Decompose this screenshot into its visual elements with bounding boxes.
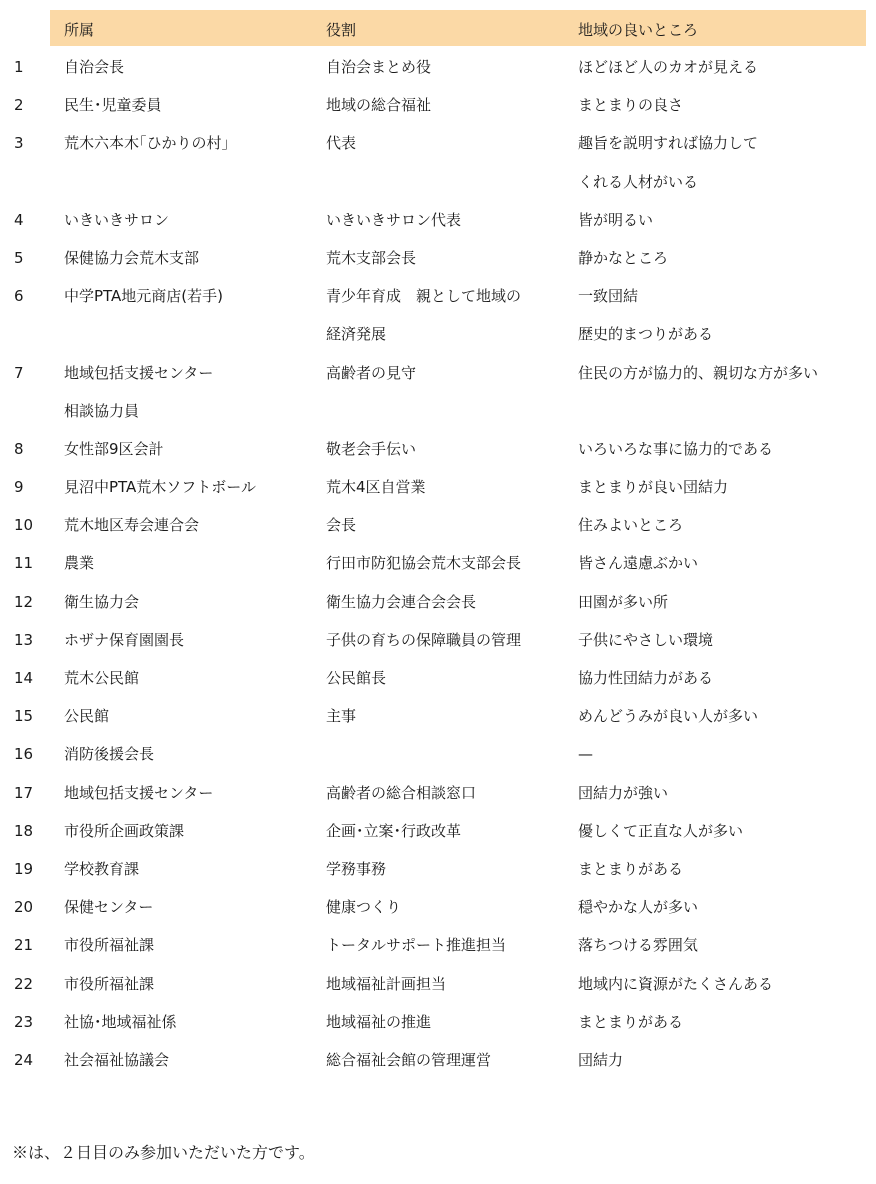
affiliation-cell: 市役所企画政策課 xyxy=(64,821,185,840)
table-row xyxy=(0,239,876,277)
role-cell: トータルサポート推進担当 xyxy=(326,936,507,955)
row-number: 21 xyxy=(14,936,34,955)
good-point-cell: 皆さん遠慮ぶかい xyxy=(578,554,699,573)
good-point-cell: 穏やかな人が多い xyxy=(578,898,699,917)
role-cell: 主事 xyxy=(326,707,357,726)
good-point-cell: 住みよいところ xyxy=(578,516,684,535)
row-number: 10 xyxy=(14,516,34,535)
table-row xyxy=(0,850,876,888)
table-row xyxy=(0,965,876,1003)
row-number: 1 xyxy=(14,58,24,76)
good-point-cell: 趣旨を説明すれば協力して xyxy=(578,134,759,153)
header-good-points: 地域の良いところ xyxy=(578,21,699,39)
affiliation-cell: 荒木公民館 xyxy=(64,669,140,687)
affiliation-cell: 見沼中PTA荒木ソフトボール xyxy=(64,478,257,497)
affiliation-cell: 民生･児童委員 xyxy=(64,96,162,115)
table-row xyxy=(0,659,876,697)
row-number: 4 xyxy=(14,210,24,229)
table-row xyxy=(0,354,876,392)
row-number: 8 xyxy=(14,439,24,458)
row-number: 18 xyxy=(14,821,34,840)
table-row-continuation xyxy=(0,163,876,201)
affiliation-cell: 公民館 xyxy=(64,707,110,726)
table-row xyxy=(0,697,876,735)
table-row xyxy=(0,124,876,162)
good-point-cell: 皆が明るい xyxy=(578,210,654,229)
row-number: 7 xyxy=(14,363,24,382)
footnote: ※は、２日目のみ参加いただいた方です。 xyxy=(12,1143,315,1162)
role-cell: 会長 xyxy=(326,516,357,535)
good-point-cell: まとまりが良い団結力 xyxy=(578,478,729,497)
role-cell: 子供の育ちの保障職員の管理 xyxy=(326,630,522,649)
role-cell: いきいきサロン代表 xyxy=(326,210,462,229)
good-point-cell: めんどうみが良い人が多い xyxy=(578,707,759,726)
good-point-cell: 地域内に資源がたくさんある xyxy=(578,974,774,993)
good-point-cell: 優しくて正直な人が多い xyxy=(578,821,744,840)
role-cell: 経済発展 xyxy=(326,325,387,344)
row-number: 22 xyxy=(14,974,34,993)
affiliation-cell: 地域包括支援センター xyxy=(64,783,214,802)
affiliation-cell: 荒木六本木｢ひかりの村｣ xyxy=(64,134,230,153)
affiliation-cell: 市役所福祉課 xyxy=(64,936,155,955)
role-cell: 地域福祉計画担当 xyxy=(326,974,447,993)
table-row xyxy=(0,201,876,239)
table-row xyxy=(0,812,876,850)
good-point-cell: まとまりの良さ xyxy=(578,96,684,115)
table-row xyxy=(0,468,876,506)
role-cell: 代表 xyxy=(326,134,357,153)
table-row xyxy=(0,735,876,773)
role-cell: 総合福祉会館の管理運営 xyxy=(326,1050,492,1069)
row-number: 19 xyxy=(14,859,34,878)
table-row xyxy=(0,48,876,86)
table-row xyxy=(0,888,876,926)
good-point-cell: 落ちつける雰囲気 xyxy=(578,936,698,955)
row-number: 23 xyxy=(14,1012,34,1031)
good-point-cell: 歴史的まつりがある xyxy=(578,325,714,344)
table-row-continuation xyxy=(0,315,876,353)
row-number: 9 xyxy=(14,478,24,497)
role-cell: 健康つくり xyxy=(326,898,402,917)
role-cell: 高齢者の見守 xyxy=(326,363,417,382)
affiliation-cell: 中学PTA地元商店(若手) xyxy=(64,287,224,306)
good-point-cell: 協力性団結力がある xyxy=(578,669,714,687)
row-number: 2 xyxy=(14,96,24,115)
good-point-cell: ほどほど人のカオが見える xyxy=(578,58,759,76)
row-number: 6 xyxy=(14,287,24,306)
table-row xyxy=(0,926,876,964)
table-header xyxy=(50,10,866,46)
table-row xyxy=(0,506,876,544)
role-cell: 高齢者の総合相談窓口 xyxy=(326,783,477,802)
table-row xyxy=(0,621,876,659)
table-row xyxy=(0,583,876,621)
affiliation-cell: ホザナ保育園園長 xyxy=(64,630,185,649)
role-cell: 自治会まとめ役 xyxy=(326,58,432,76)
good-point-cell: まとまりがある xyxy=(578,1012,684,1031)
good-point-cell: いろいろな事に協力的である xyxy=(578,439,774,458)
row-number: 20 xyxy=(14,898,34,917)
affiliation-cell: 消防後援会長 xyxy=(64,745,155,764)
good-point-cell: 団結力が強い xyxy=(578,783,669,802)
affiliation-cell: 保健センター xyxy=(64,898,154,917)
affiliation-cell: 社会福祉協議会 xyxy=(64,1050,170,1069)
table-row-continuation xyxy=(0,392,876,430)
row-number: 24 xyxy=(14,1050,34,1069)
row-number: 14 xyxy=(14,669,34,687)
affiliation-cell: 学校教育課 xyxy=(64,859,140,878)
row-number: 5 xyxy=(14,248,24,267)
good-point-cell: 一致団結 xyxy=(578,287,639,306)
affiliation-cell: 荒木地区寿会連合会 xyxy=(64,516,200,535)
header-affiliation: 所属 xyxy=(64,21,95,39)
affiliation-cell: 地域包括支援センター xyxy=(64,363,214,382)
role-cell: 地域の総合福祉 xyxy=(326,96,432,115)
table-row xyxy=(0,430,876,468)
role-cell: 荒木支部会長 xyxy=(326,248,417,267)
table-row xyxy=(0,1041,876,1079)
role-cell: 衛生協力会連合会会長 xyxy=(326,592,477,611)
good-point-cell: 子供にやさしい環境 xyxy=(578,630,714,649)
row-number: 16 xyxy=(14,745,34,764)
role-cell: 行田市防犯協会荒木支部会長 xyxy=(326,554,522,573)
row-number: 15 xyxy=(14,707,34,726)
good-point-cell: — xyxy=(578,745,593,764)
affiliation-cell: 市役所福祉課 xyxy=(64,974,155,993)
table-row xyxy=(0,1003,876,1041)
affiliation-cell: 社協･地域福祉係 xyxy=(64,1012,177,1031)
role-cell: 荒木4区自営業 xyxy=(326,478,426,497)
row-number: 13 xyxy=(14,630,34,649)
table-row xyxy=(0,544,876,582)
role-cell: 敬老会手伝い xyxy=(326,439,417,458)
role-cell: 地域福祉の推進 xyxy=(326,1012,432,1031)
role-cell: 公民館長 xyxy=(326,669,387,687)
good-point-cell: 団結力 xyxy=(578,1050,624,1069)
affiliation-cell: 農業 xyxy=(64,554,95,573)
row-number: 11 xyxy=(14,554,34,573)
good-point-cell: 静かなところ xyxy=(578,248,669,267)
affiliation-cell: 女性部9区会計 xyxy=(64,439,164,458)
affiliation-cell: いきいきサロン xyxy=(64,210,170,229)
role-cell: 学務事務 xyxy=(326,859,387,878)
table-row xyxy=(0,774,876,812)
affiliation-cell: 衛生協力会 xyxy=(64,592,140,611)
affiliation-cell: 相談協力員 xyxy=(64,401,140,420)
affiliation-cell: 自治会長 xyxy=(64,58,125,76)
role-cell: 青少年育成 親として地域の xyxy=(326,287,522,306)
role-cell: 企画･立案･行政改革 xyxy=(326,821,462,840)
header-role: 役割 xyxy=(326,21,357,39)
table-row xyxy=(0,86,876,124)
table-body xyxy=(0,48,876,1079)
good-point-cell: 住民の方が協力的、親切な方が多い xyxy=(578,363,819,382)
good-point-cell: まとまりがある xyxy=(578,859,684,878)
row-number: 12 xyxy=(14,592,34,611)
table-row xyxy=(0,277,876,315)
good-point-cell: くれる人材がいる xyxy=(578,172,699,191)
good-point-cell: 田園が多い所 xyxy=(578,592,669,611)
row-number: 17 xyxy=(14,783,34,802)
row-number: 3 xyxy=(14,134,24,153)
affiliation-cell: 保健協力会荒木支部 xyxy=(64,248,200,267)
